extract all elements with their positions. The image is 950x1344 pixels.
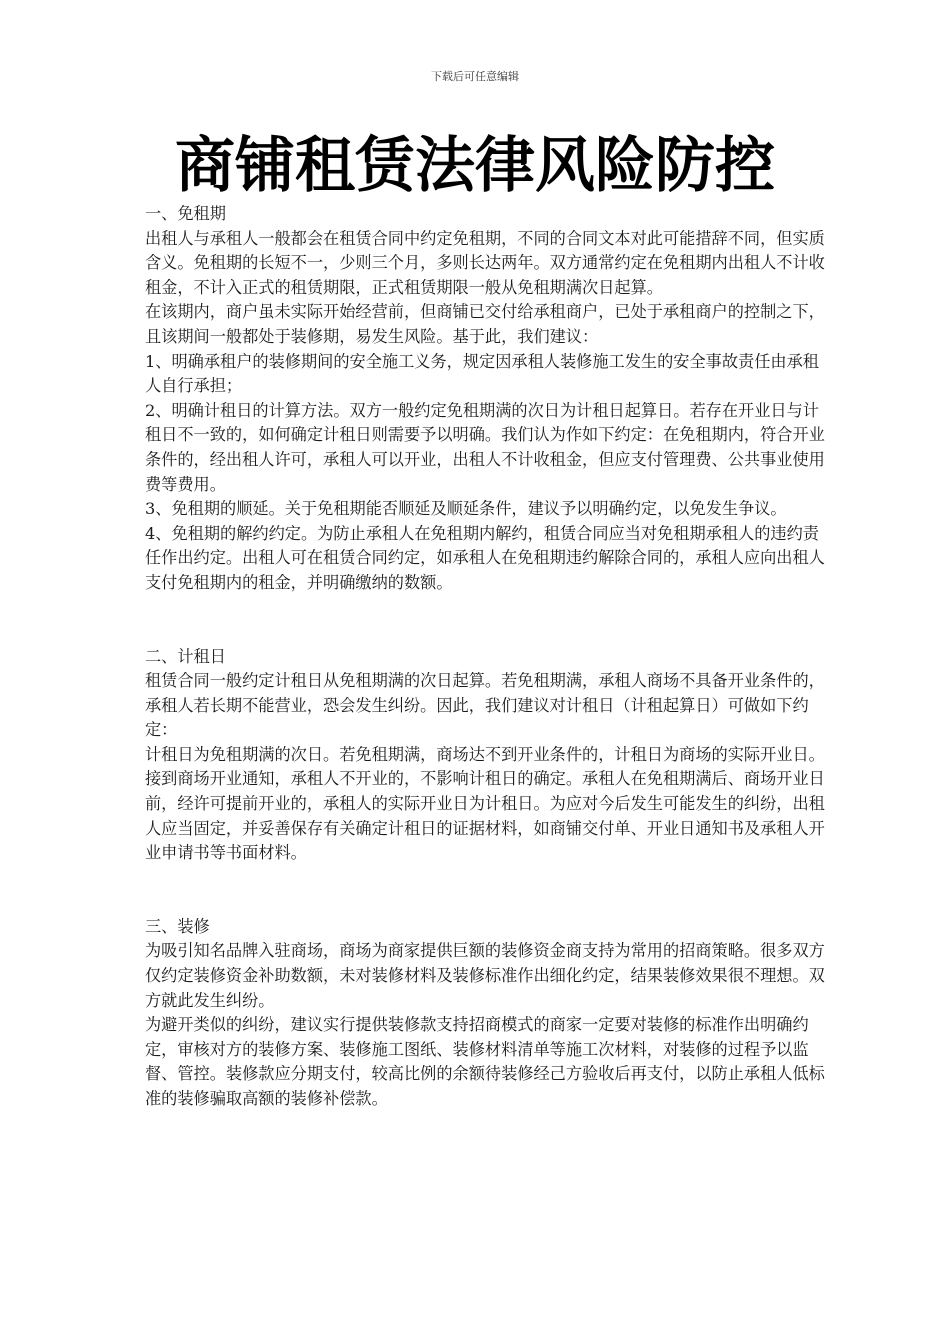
document-body xyxy=(145,202,825,1112)
section-heading: 三、装修 xyxy=(145,916,210,936)
page-header: 下载后可任意编辑 xyxy=(431,70,519,83)
paragraph: 为避开类似的纠纷，建议实行提供装修款支持招商模式的商家一定要对装修的标准作出明确约定，审核对方的装修方案、装修施工图纸、装修材料清单等施工次材料，对装修的过程予以监督、管控。装修款应分期支付，较高比例的余额待装修经己方验收后再支付，以防止承租人低标准的装修骗取高额的装修补偿款。 xyxy=(145,1015,825,1108)
paragraph: 4、免租期的解约约定。为防止承租人在免租期内解约，租赁合同应当对免租期承租人的违约责任作出约定。出租人可在租赁合同约定，如承租人在免租期违约解除合同的，承租人应向出租人支付免租期内的租金，并明确缴纳的数额。 xyxy=(145,523,825,592)
paragraph: 租赁合同一般约定计租日从免租期满的次日起算。若免租期满，承租人商场不具备开业条件的，承租人若长期不能营业，恐会发生纠纷。因此，我们建议对计租日（计租起算日）可做如下约定： xyxy=(145,671,825,740)
paragraph: 2、明确计租日的计算方法。双方一般约定免租期满的次日为计租日起算日。若存在开业日与计租日不一致的，如何确定计租日则需要予以明确。我们认为作如下约定：在免租期内，符合开业条件的，经出租人许可，承租人可以开业，出租人不计收租金，但应支付管理费、公共事业使用费等费用。 xyxy=(145,400,825,494)
section-spacer xyxy=(145,596,825,645)
paragraph: 1、明确承租户的装修期间的安全施工义务，规定因承租人装修施工发生的安全事故责任由承租人自行承担； xyxy=(145,351,819,396)
paragraph: 计租日为免租期满的次日。若免租期满，商场达不到开业条件的，计租日为商场的实际开业日。接到商场开业通知，承租人不开业的，不影响计租日的确定。承租人在免租期满后、商场开业日前，经许可提前开业的，承租人的实际开业日为计租日。为应对今后发生可能发生的纠纷，出租人应当固定，并妥善保存有关确定计租日的证据材料，如商铺交付单、开业日通知书及承租人开业申请书等书面材料。 xyxy=(145,744,825,863)
paragraph: 在该期内，商户虽未实际开始经营前，但商铺已交付给承租商户，已处于承租商户的控制之下，且该期间一般都处于装修期，易发生风险。基于此，我们建议： xyxy=(145,302,825,346)
section-rent-free-period xyxy=(145,202,825,596)
section-decoration xyxy=(145,915,825,1112)
paragraph: 出租人与承租人一般都会在租赁合同中约定免租期，不同的合同文本对此可能措辞不同，但实质含义。免租期的长短不一，少则三个月，多则长达两年。双方通常约定在免租期内出租人不计收租金，不计入正式的租赁期限，正式租赁期限一般从免租期满次日起算。 xyxy=(145,228,825,297)
section-rent-start-date xyxy=(145,645,825,866)
section-heading: 一、免租期 xyxy=(145,204,226,223)
document-title: 商铺租赁法律风险防控 xyxy=(175,131,775,201)
paragraph: 3、免租期的顺延。关于免租期能否顺延及顺延条件，建议予以明确约定，以免发生争议。 xyxy=(145,499,787,519)
paragraph: 为吸引知名品牌入驻商场，商场为商家提供巨额的装修资金商支持为常用的招商策略。很多双方仅约定装修资金补助数额，未对装修材料及装修标准作出细化约定，结果装修效果很不理想。双方就此发生纠纷。 xyxy=(145,941,825,1010)
section-heading: 二、计租日 xyxy=(145,646,226,666)
section-spacer xyxy=(145,866,825,915)
